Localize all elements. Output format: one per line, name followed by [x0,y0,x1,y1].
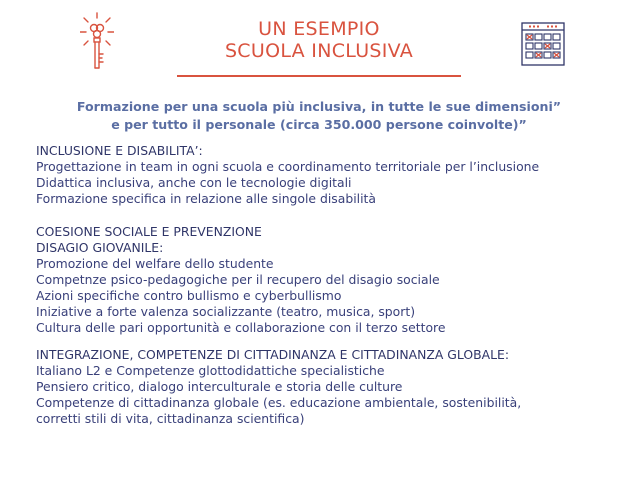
section-inclusione [36,143,539,207]
list-item: Italiano L2 e Competenze glottodidattiche specialistiche [36,363,385,378]
title-divider [177,75,461,77]
list-item: corretti stili di vita, cittadinanza scientifica) [36,411,305,426]
list-item: Didattica inclusiva, anche con le tecnologie digitali [36,175,352,190]
subtitle-line-1: Formazione per una scuola più inclusiva, in tutte le sue dimensioni” [76,99,562,114]
list-item: Formazione specifica in relazione alle singole disabilità [36,191,376,206]
section-integrazione [36,347,521,427]
section-heading: INCLUSIONE E DISABILITA’: [36,143,203,158]
list-item: Azioni specifiche contro bullismo e cyberbullismo [36,288,342,303]
list-item: Promozione del welfare dello studente [36,256,274,271]
list-item: Competenze di cittadinanza globale (es. educazione ambientale, sostenibilità, [36,395,522,410]
subtitle-line-2: e per tutto il personale (circa 350.000 persone coinvolte)” [111,117,527,132]
list-item: Pensiero critico, dialogo interculturale e storia delle culture [36,379,403,394]
title-line-2: SCUOLA INCLUSIVA [224,40,414,62]
section-heading: COESIONE SOCIALE E PREVENZIONE [36,224,262,239]
list-item: Iniziative a forte valenza socializzante (teatro, musica, sport) [36,304,416,319]
list-item: Cultura delle pari opportunità e collaborazione con il terzo settore [36,320,446,335]
list-item: Competnze psico-pedagogiche per il recupero del disagio sociale [36,272,440,287]
section-heading: INTEGRAZIONE, COMPETENZE DI CITTADINANZA E CITTADINANZA GLOBALE: [36,347,509,362]
title-line-1: UN ESEMPIO [258,18,380,40]
section-heading: DISAGIO GIOVANILE: [36,240,164,255]
section-coesione [36,224,445,336]
list-item: Progettazione in team in ogni scuola e coordinamento territoriale per l’inclusione [36,159,540,174]
